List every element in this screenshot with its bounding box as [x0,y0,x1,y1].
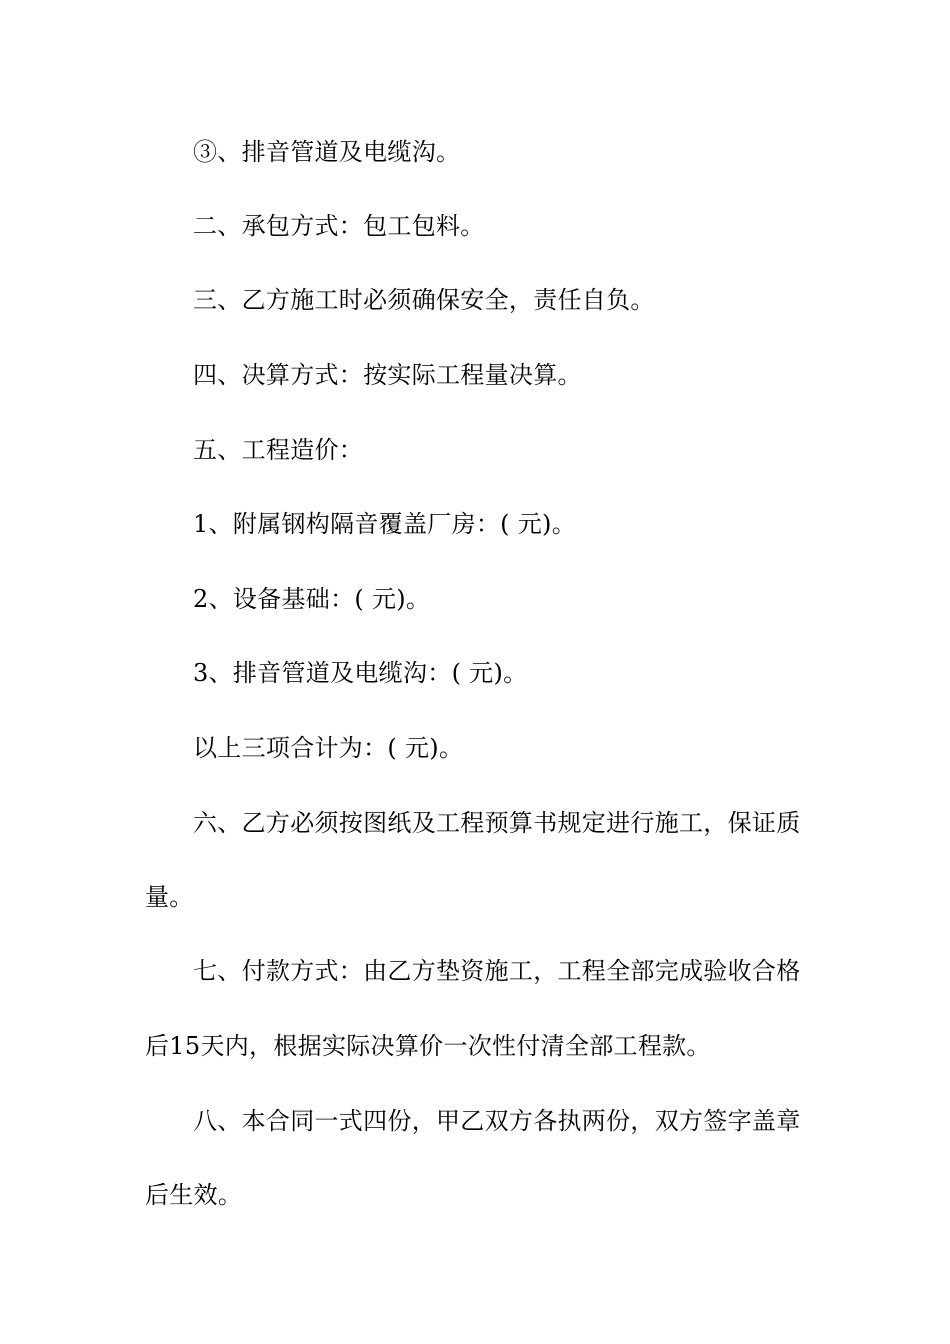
paragraph-line: 六、乙方必须按图纸及工程预算书规定进行施工，保证质 [193,809,801,837]
paragraph-line: 二、承包方式：包工包料。 [193,212,485,240]
paragraph-line: 四、决算方式：按实际工程量决算。 [193,361,582,389]
paragraph-line: ③、排音管道及电缆沟。 [193,138,461,166]
paragraph-line: 3、排音管道及电缆沟：( 元)。 [193,659,528,687]
paragraph-line: 后生效。 [145,1181,243,1209]
paragraph-line: 七、付款方式：由乙方垫资施工，工程全部完成验收合格 [193,957,801,985]
paragraph-line: 以上三项合计为：( 元)。 [193,734,464,762]
paragraph-line: 三、乙方施工时必须确保安全，责任自负。 [193,286,655,314]
paragraph-line: 量。 [145,883,194,911]
paragraph-line: 后15天内，根据实际决算价一次性付清全部工程款。 [145,1032,711,1060]
paragraph-line: 五、工程造价： [193,436,364,464]
paragraph-line: 2、设备基础：( 元)。 [193,585,431,613]
paragraph-line: 八、本合同一式四份，甲乙双方各执两份，双方签字盖章 [193,1107,801,1135]
paragraph-line: 1、附属钢构隔音覆盖厂房：( 元)。 [193,510,577,538]
